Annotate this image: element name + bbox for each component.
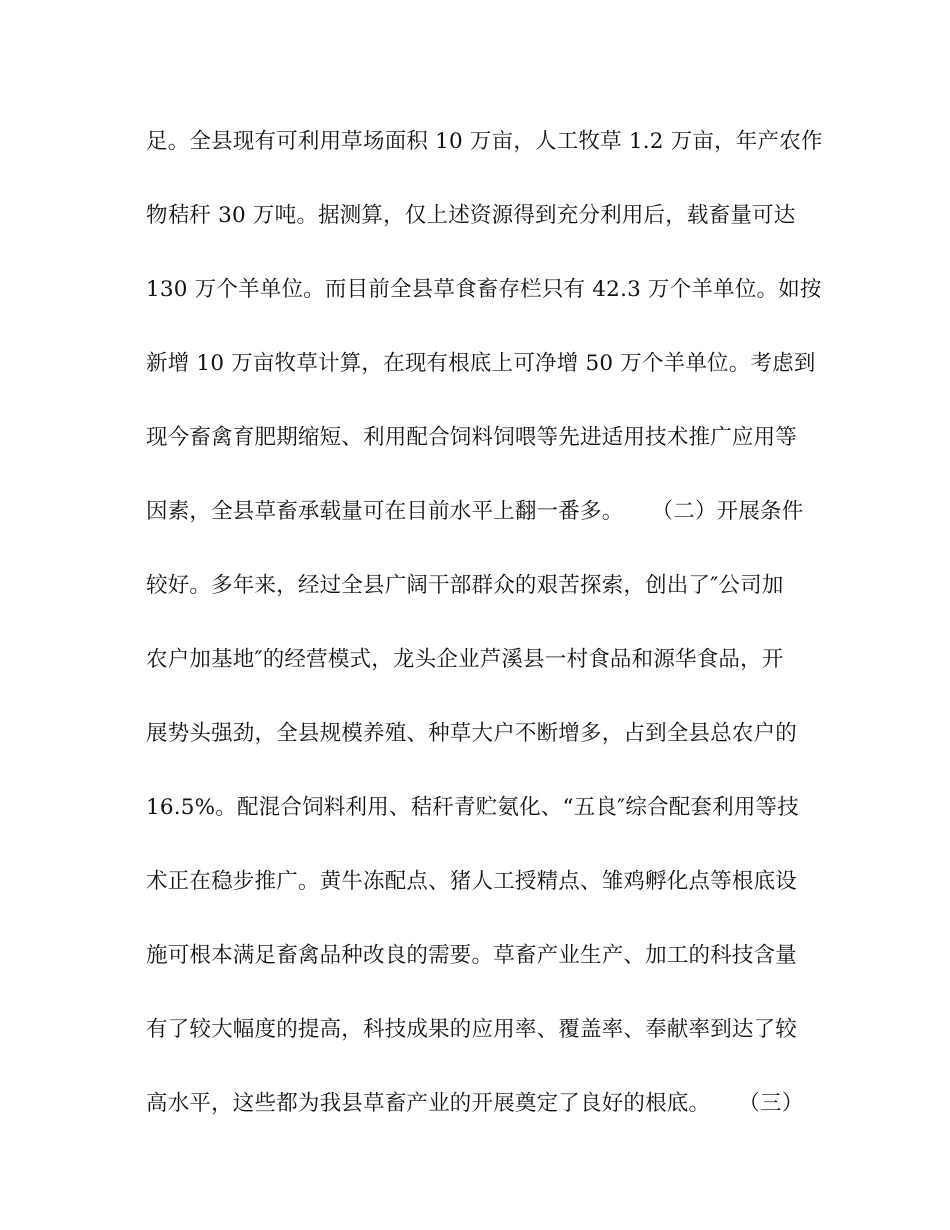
text-line: 有了较大幅度的提高，科技成果的应用率、覆盖率、奉献率到达了较 xyxy=(146,1017,798,1042)
text-line: 物秸秆 30 万吨。据测算，仅上述资源得到充分利用后，载畜量可达 xyxy=(146,203,796,228)
text-line: 现今畜禽育肥期缩短、利用配合饲料饲喂等先进适用技术推广应用等 xyxy=(146,425,798,450)
text-line: 施可根本满足畜禽品种改良的需要。草畜产业生产、加工的科技含量 xyxy=(146,943,798,968)
text-line: 足。全县现有可利用草场面积 10 万亩，人工牧草 1.2 万亩，年产农作 xyxy=(146,129,823,154)
body-text xyxy=(146,120,823,1156)
text-line: 较好。多年来，经过全县广阔干部群众的艰苦探索，创出了″公司加 xyxy=(146,573,784,598)
text-line: 新增 10 万亩牧草计算，在现有根底上可净增 50 万个羊单位。考虑到 xyxy=(146,351,816,376)
text-line: 展势头强劲，全县规模养殖、种草大户不断增多，占到全县总农户的 xyxy=(146,721,798,746)
text-line: 因素，全县草畜承载量可在目前水平上翻一番多。 （二）开展条件 xyxy=(146,499,804,524)
text-line: 术正在稳步推广。黄牛冻配点、猪人工授精点、雏鸡孵化点等根底设 xyxy=(146,869,798,894)
text-line: 高水平，这些都为我县草畜产业的开展奠定了良好的根底。 （三） xyxy=(146,1091,804,1116)
text-line: 16.5%。配混合饲料利用、秸秆青贮氨化、“五良″综合配套利用等技 xyxy=(146,795,799,820)
text-line: 130 万个羊单位。而目前全县草食畜存栏只有 42.3 万个羊单位。如按 xyxy=(146,277,822,302)
text-line: 农户加基地″的经营模式，龙头企业芦溪县一村食品和源华食品，开 xyxy=(146,647,784,672)
